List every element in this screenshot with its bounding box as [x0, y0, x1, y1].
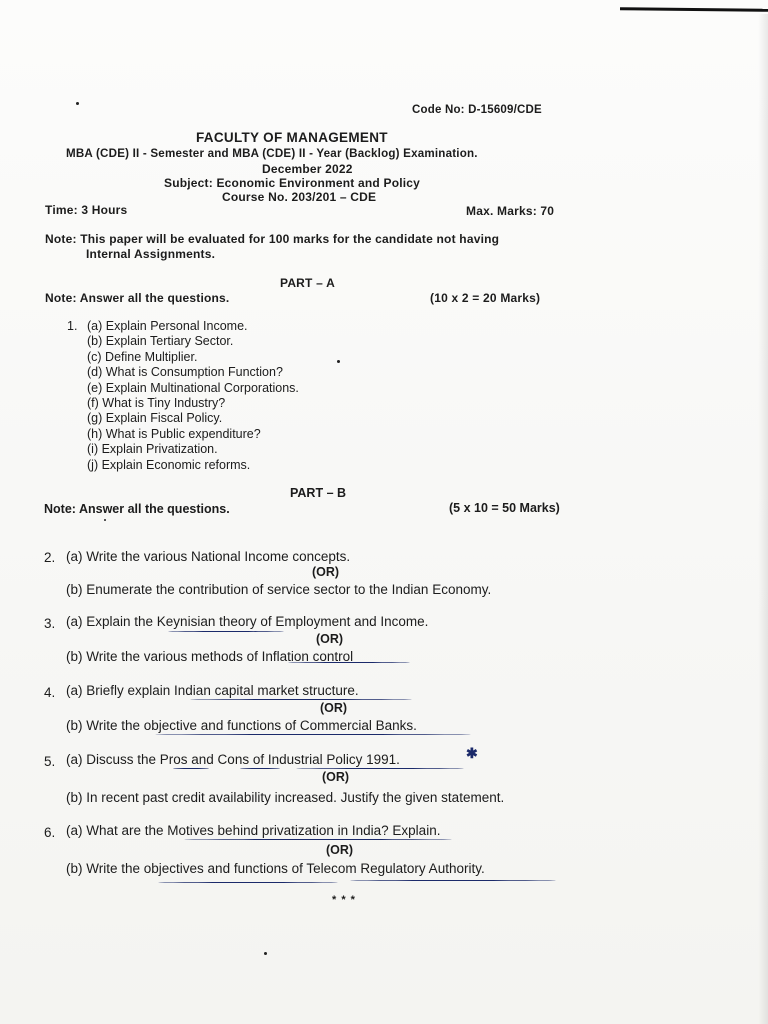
question-6a: (a) What are the Motives behind privatization in India? Explain. [66, 823, 441, 838]
question-number: 1. [67, 319, 78, 333]
part-a-title: PART – A [280, 276, 335, 290]
question-2a: (a) Write the various National Income concepts. [66, 549, 351, 564]
list-item: (f) What is Tiny Industry? [87, 396, 226, 411]
exam-date: December 2022 [262, 162, 353, 176]
pen-underline [168, 631, 284, 632]
question-3b: (b) Write the various methods of Inflation control [66, 649, 354, 664]
paper-speck [76, 102, 79, 105]
question-number: 4. [44, 685, 56, 700]
list-item: (a) Explain Personal Income. [87, 319, 248, 333]
pen-underline [184, 839, 452, 840]
paper-speck [264, 952, 267, 955]
question-5a: (a) Discuss the Pros and Cons of Industrial Policy 1991. [66, 752, 400, 767]
evaluation-note-line1: Note: This paper will be evaluated for 100 marks for the candidate not having [45, 232, 500, 246]
evaluation-note-line2: Internal Assignments. [86, 247, 216, 261]
question-number: 5. [44, 754, 56, 769]
pen-underline [173, 768, 209, 769]
paper-speck [104, 519, 106, 521]
code-number: Code No: D-15609/CDE [412, 104, 542, 116]
question-number: 2. [44, 550, 56, 565]
or-label: (OR) [326, 843, 354, 857]
or-label: (OR) [322, 770, 350, 784]
part-b-marks: (5 x 10 = 50 Marks) [449, 501, 560, 515]
question-number: 3. [44, 616, 56, 631]
course-line: Course No. 203/201 – CDE [222, 190, 377, 204]
exam-title: MBA (CDE) II - Semester and MBA (CDE) II - Year (Backlog) Examination. [66, 147, 478, 160]
pen-underline [288, 662, 410, 663]
time-label: Time: 3 Hours [45, 203, 128, 217]
or-label: (OR) [316, 632, 344, 646]
page-edge-shade [758, 14, 768, 1024]
or-label: (OR) [312, 565, 340, 579]
question-2b: (b) Enumerate the contribution of service sector to the Indian Economy. [66, 582, 492, 597]
part-a-marks: (10 x 2 = 20 Marks) [430, 291, 541, 305]
part-a-note: Note: Answer all the questions. [45, 291, 230, 305]
list-item: (h) What is Public expenditure? [87, 426, 261, 441]
pen-underline [296, 768, 464, 769]
part-b-title: PART – B [290, 486, 347, 500]
pen-underline [158, 882, 338, 883]
list-item: (c) Define Multiplier. [87, 349, 198, 364]
list-item: (d) What is Consumption Function? [87, 365, 283, 380]
question-5b: (b) In recent past credit availability increased. Justify the given statement. [66, 790, 505, 805]
pen-star-mark: ✱ [466, 745, 478, 761]
list-item: (i) Explain Privatization. [87, 442, 218, 457]
question-number: 6. [44, 825, 56, 840]
part-b-note: Note: Answer all the questions. [44, 502, 230, 516]
subject-line: Subject: Economic Environment and Policy [164, 176, 421, 190]
list-item: (g) Explain Fiscal Policy. [87, 411, 223, 426]
end-of-paper-mark: * * * [332, 894, 356, 906]
pen-underline [240, 768, 280, 769]
part-a-list [87, 319, 299, 473]
or-label: (OR) [320, 701, 348, 715]
question-3a: (a) Explain the Keynisian theory of Employment and Income. [66, 614, 429, 629]
max-marks-label: Max. Marks: 70 [466, 204, 555, 218]
question-4a: (a) Briefly explain Indian capital market structure. [66, 683, 359, 698]
paper-speck [337, 360, 340, 363]
list-item: (b) Explain Tertiary Sector. [87, 334, 234, 349]
pen-underline [350, 880, 556, 881]
question-6b: (b) Write the objectives and functions of Telecom Regulatory Authority. [66, 861, 485, 876]
faculty-title: FACULTY OF MANAGEMENT [196, 130, 388, 145]
list-item: (j) Explain Economic reforms. [87, 457, 251, 472]
question-4b: (b) Write the objective and functions of Commercial Banks. [66, 718, 417, 733]
pen-underline [190, 699, 412, 700]
list-item: (e) Explain Multinational Corporations. [87, 380, 299, 395]
